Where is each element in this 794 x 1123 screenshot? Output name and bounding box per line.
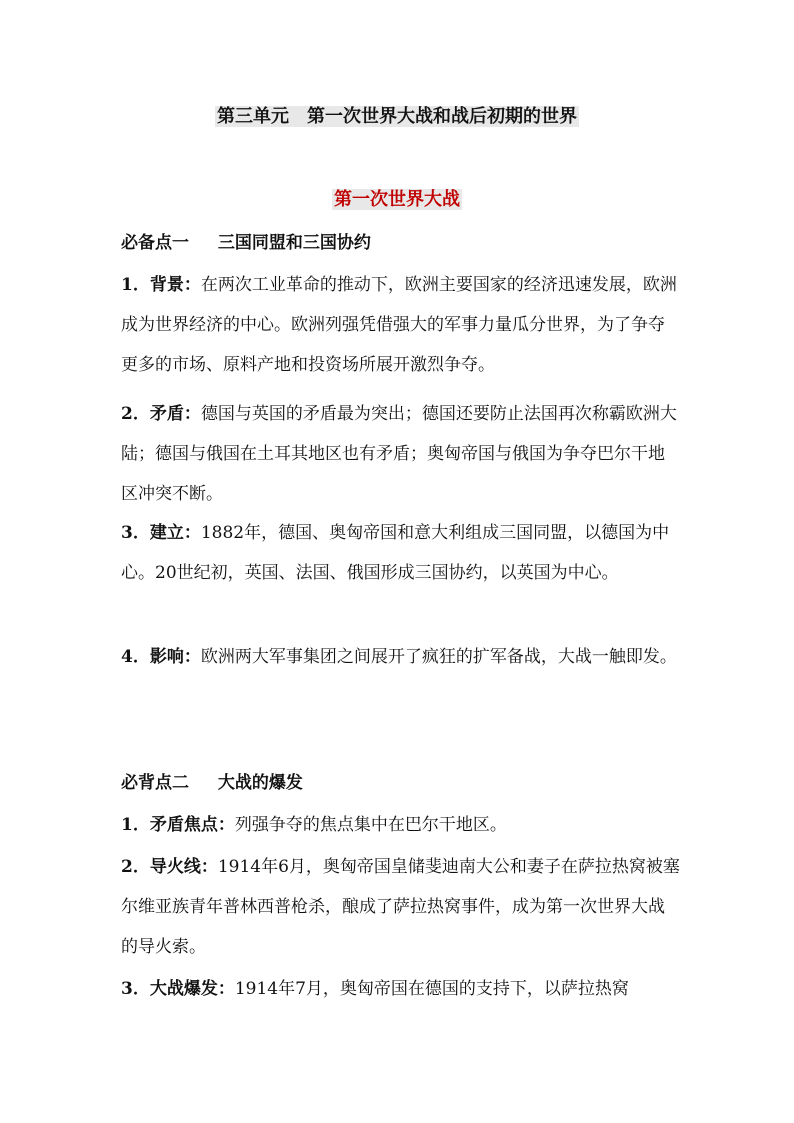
item-lead: 1．矛盾焦点：: [121, 815, 235, 835]
section-1-item-4: [121, 637, 681, 677]
section-1-item-1: [121, 265, 681, 385]
item-text: 1914年7月，奥匈帝国在德国的支持下，以萨拉热窝: [234, 979, 629, 999]
section-2-item-1: [121, 805, 681, 845]
section-2-item-2: [121, 847, 681, 967]
lesson-title-text: 第一次世界大战: [334, 189, 460, 210]
item-text: 德国与英国的矛盾最为突出；德国还要防止法国再次称霸欧洲大陆；德国与俄国在土耳其地区也有矛盾；奥匈帝国与俄国为争夺巴尔干地区冲突不断。: [121, 404, 677, 504]
item-text: 列强争夺的焦点集中在巴尔干地区。: [234, 815, 507, 835]
item-text: 1882年，德国、奥匈帝国和意大利组成三国同盟，以德国为中心。20世纪初，英国、法国、俄国形成三国协约，以英国为中心。: [121, 523, 670, 583]
lesson-title: [0, 187, 794, 213]
item-text: 在两次工业革命的推动下，欧洲主要国家的经济迅速发展，欧洲成为世界经济的中心。欧洲列强凭借强大的军事力量瓜分世界，为了争夺更多的市场、原料产地和投资场所展开激烈争夺。: [121, 275, 677, 375]
item-text: 欧洲两大军事集团之间展开了疯狂的扩军备战，大战一触即发。: [200, 647, 677, 667]
section-1-item-3: [121, 513, 681, 593]
item-lead: 3．建立：: [121, 523, 201, 543]
section-1-item-2: [121, 394, 681, 514]
item-lead: 2．导火线：: [121, 857, 218, 877]
item-text: 1914年6月，奥匈帝国皇储斐迪南大公和妻子在萨拉热窝被塞尔维亚族青年普林西普枪杀，酿成了萨拉热窝事件，成为第一次世界大战的导火索。: [121, 857, 680, 957]
item-lead: 4．影响：: [121, 647, 201, 667]
item-lead: 3．大战爆发：: [121, 979, 235, 999]
section-2-heading: 必背点二 大战的爆发: [121, 773, 303, 793]
item-lead: 1．背景：: [121, 275, 201, 295]
section-2-item-3: [121, 969, 681, 1009]
item-lead: 2．矛盾：: [121, 404, 201, 424]
unit-title-text: 第三单元 第一次世界大战和战后初期的世界: [217, 106, 577, 127]
unit-title: [0, 104, 794, 130]
section-1-heading: 必备点一 三国同盟和三国协约: [121, 233, 371, 253]
